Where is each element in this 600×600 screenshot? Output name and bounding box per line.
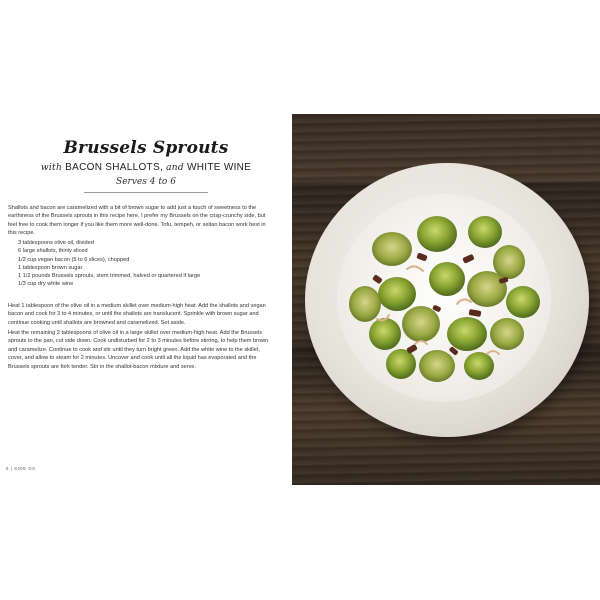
ingredient-item: 6 large shallots, thinly sliced [18, 248, 88, 255]
method-step-2: Heat the remaining 2 tablespoons of olive oil in a large skillet over medium-high heat. Add the Brussels sprouts to the pan, cut side down. Cook undisturbed for 2 to 3 minutes before stirring, to help them brown and caramelize. Continue to cook and stir until they turn bright green. Add the white wine to the skillet, cover, and allow to steam for 2 minutes. Uncover and cook until all the liquid has evaporated and the Brussels sprouts are fork tender. Stir in the shallot-bacon mixture and serve. [8, 329, 269, 370]
ingredient-item: 1 1/2 pounds Brussels sprouts, stem trimmed, halved or quartered if large [18, 273, 201, 280]
recipe-title: Brussels Sprouts [63, 138, 229, 158]
sprouts-dish [337, 194, 551, 402]
subtitle-with: with [40, 163, 63, 173]
recipe-intro: Shallots and bacon are caramelized with a bit of brown sugar to add just a touch of sweetness to the earthiness of the Brussels sprouts in this recipe here. I prefer my Brussels on the crisp-crunchy side, but feel free to cook them longer if you like them more well-done. Tofu, tempeh, or seitan bacon work best in this recipe. [8, 204, 266, 237]
title-divider [84, 192, 208, 193]
subtitle-and: and [166, 163, 184, 173]
recipe-subtitle: with BACON SHALLOTS, and WHITE WINE [40, 162, 252, 173]
ingredient-item: 1/2 cup vegan bacon (5 to 6 slices), chopped [18, 256, 130, 263]
recipe-page [0, 0, 292, 600]
ingredient-item: 1/3 cup dry white wine [18, 281, 74, 288]
subtitle-part2: WHITE WINE [187, 162, 252, 173]
ingredient-list [18, 239, 268, 289]
page-folio: 6 | SIDE DS [6, 466, 36, 471]
sprouts-group [349, 216, 540, 382]
ingredient-item: 3 tablespoons olive oil, divided [18, 240, 94, 246]
ingredient-item: 1 tablespoon brown sugar [18, 264, 83, 271]
method-step-1: Heat 1 tablespoon of the olive oil in a medium skillet over medium-high heat. Add the shallots and vegan bacon and cook for 3 to 4 minutes, or until the shallots are translucent. Sprinkle with brown sugar and continue cooking until shallots are browned and caramelized. Set aside. [8, 302, 266, 326]
serves-line: Serves 4 to 6 [116, 177, 176, 187]
subtitle-part1: BACON SHALLOTS [65, 162, 160, 173]
